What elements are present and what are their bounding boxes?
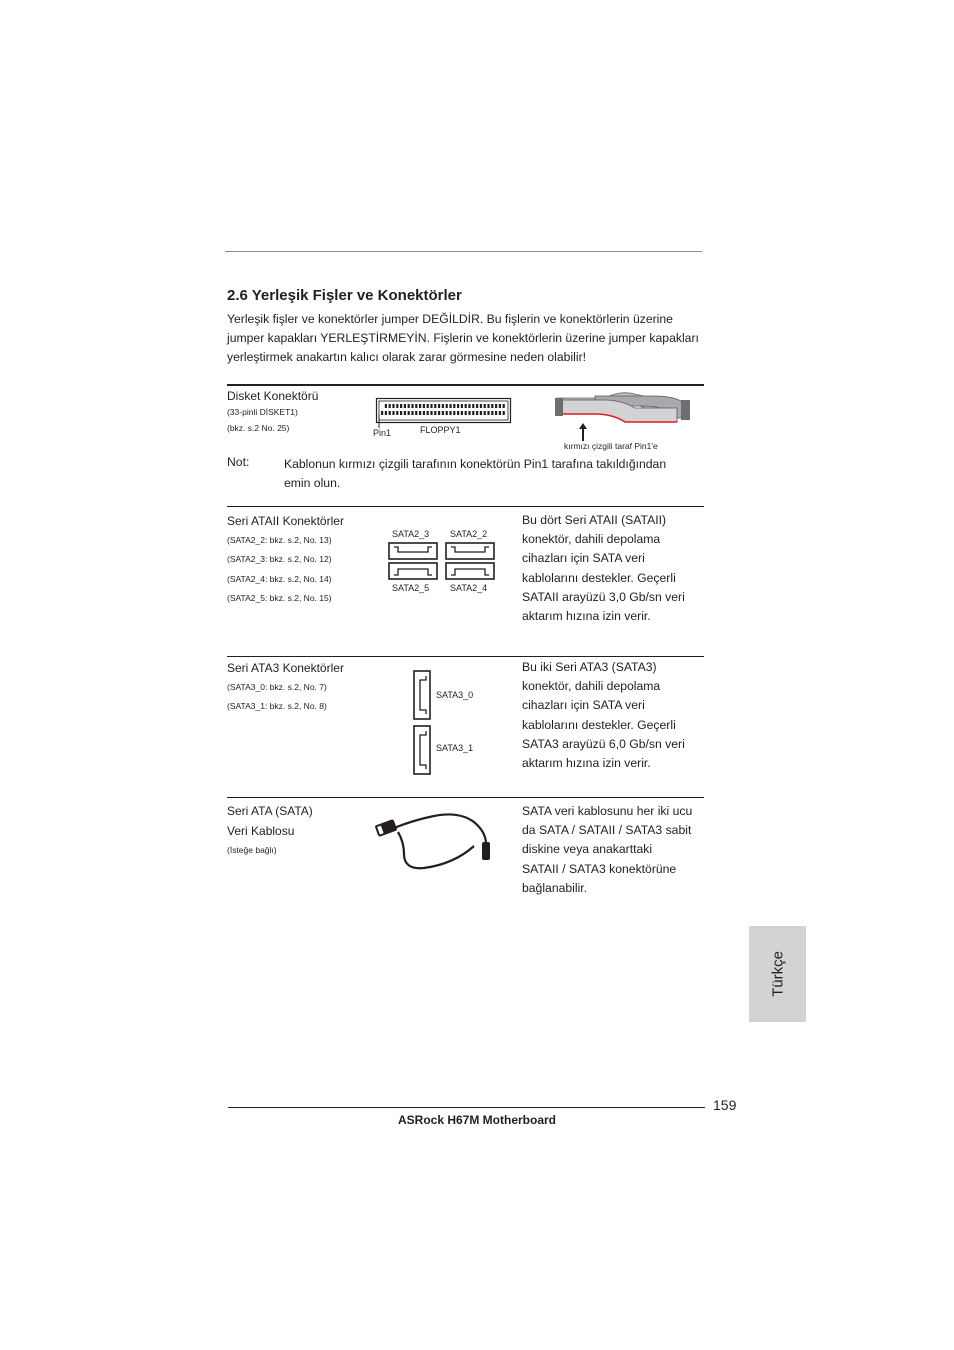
- sata2-description: Bu dört Seri ATAII (SATAII) konektör, dahili depolama cihazları için SATA veri kablolarını destekler. Geçerli SATAII arayüzü 3,0 Gb/sn veri aktarım hızına izin verir.: [522, 513, 685, 624]
- floppy-pin: [411, 404, 413, 408]
- section-heading: 2.6 Yerleşik Fişler ve Konektörler: [227, 287, 462, 304]
- floppy-pin: [465, 404, 467, 408]
- sata3-title: Seri ATA3 Konektörler: [227, 661, 344, 675]
- footer-rule: [228, 1107, 705, 1108]
- floppy-pin: [396, 411, 398, 415]
- floppy-pin: [487, 404, 489, 408]
- floppy-pin: [449, 404, 451, 408]
- floppy-title: Disket Konektörü: [227, 389, 319, 403]
- floppy-pin: [400, 404, 402, 408]
- floppy-pin: [476, 411, 478, 415]
- floppy-pin: [446, 411, 448, 415]
- top-rule: [225, 251, 702, 252]
- sata3-ref-1: (SATA3_0: bkz. s.2, No. 7): [227, 682, 327, 692]
- floppy1-label: FLOPPY1: [420, 425, 461, 435]
- floppy-pin: [461, 404, 463, 408]
- cable-arrow: [578, 423, 588, 441]
- section-rule-sata3: [227, 656, 704, 657]
- floppy-pin: [446, 404, 448, 408]
- floppy-pin: [442, 411, 444, 415]
- sata-cable-image: [374, 812, 494, 874]
- floppy-pin: [427, 404, 429, 408]
- page-number: 159: [713, 1097, 737, 1113]
- cable-sub: (İsteğe bağlı): [227, 845, 277, 855]
- floppy-pin: [430, 404, 432, 408]
- floppy-pin: [499, 411, 501, 415]
- floppy-pin: [491, 404, 493, 408]
- floppy-pin: [484, 404, 486, 408]
- floppy-pin: [503, 411, 505, 415]
- floppy-sub1: (33-pinli DİSKET1): [227, 407, 298, 417]
- sata3-ref-2: (SATA3_1: bkz. s.2, No. 8): [227, 701, 327, 711]
- sata3-description: Bu iki Seri ATA3 (SATA3) konektör, dahili depolama cihazları için SATA veri kablolarını destekler. Geçerli SATA3 arayüzü 6,0 Gb/sn veri aktarım hızına izin verir.: [522, 660, 685, 771]
- floppy-pin: [468, 404, 470, 408]
- cable-title-1: Seri ATA (SATA): [227, 804, 313, 818]
- floppy-pin: [503, 404, 505, 408]
- section-rule-cable: [227, 797, 704, 798]
- sata2-ports-diagram: [388, 542, 498, 582]
- floppy-pin: [495, 411, 497, 415]
- floppy-pin: [389, 404, 391, 408]
- sata2-ref-4: (SATA2_5: bkz. s.2, No. 15): [227, 593, 332, 603]
- sata3-ports-diagram: [413, 670, 433, 780]
- footer-text: ASRock H67M Motherboard: [397, 1113, 557, 1127]
- floppy-pin: [453, 411, 455, 415]
- floppy-pin: [434, 404, 436, 408]
- floppy-pin: [449, 411, 451, 415]
- floppy-pin: [438, 404, 440, 408]
- floppy-pin: [400, 411, 402, 415]
- floppy-pin: [453, 404, 455, 408]
- floppy-pin: [423, 404, 425, 408]
- floppy-pin: [442, 404, 444, 408]
- floppy-pin: [404, 404, 406, 408]
- note-text: Kablonun kırmızı çizgili tarafının konektörün Pin1 tarafına takıldığından emin olun.: [284, 457, 667, 491]
- intro-paragraph: Yerleşik fişler ve konektörler jumper DEĞİLDİR. Bu fişlerin ve konektörlerin üzerine jumper kapakları YERLEŞTİRMEYİN. Fişlerin ve konektörlerin üzerine jumper kapakları yerleştirmek anakartın kalıcı olarak zarar görmesine neden olabilir!: [227, 312, 699, 365]
- floppy-pin: [415, 411, 417, 415]
- cable-caption: kırmızı çizgili taraf Pin1'e: [564, 441, 658, 451]
- sata3-0-label: SATA3_0: [436, 690, 474, 700]
- floppy-pin: [499, 404, 501, 408]
- floppy-pin: [480, 411, 482, 415]
- floppy-pin: [415, 404, 417, 408]
- floppy-pin: [487, 411, 489, 415]
- floppy-pin: [408, 404, 410, 408]
- floppy-pin: [457, 404, 459, 408]
- floppy-pin: [411, 411, 413, 415]
- floppy-pin: [465, 411, 467, 415]
- floppy-pin: [430, 411, 432, 415]
- sata2-ref-3: (SATA2_4: bkz. s.2, No. 14): [227, 574, 332, 584]
- section-rule-sata2: [227, 506, 704, 507]
- floppy-pin: [457, 411, 459, 415]
- floppy-pin: [472, 411, 474, 415]
- sata2-5-label: SATA2_5: [392, 583, 430, 593]
- floppy-cable-image: [555, 392, 690, 432]
- sata3-1-label: SATA3_1: [436, 743, 474, 753]
- sata2-title: Seri ATAII Konektörler: [227, 514, 344, 528]
- cable-title-2: Veri Kablosu: [227, 824, 295, 838]
- floppy-pin: [427, 411, 429, 415]
- floppy-pin: [438, 411, 440, 415]
- sata2-3-label: SATA2_3: [392, 529, 430, 539]
- floppy-pin: [491, 411, 493, 415]
- floppy-pin: [495, 404, 497, 408]
- floppy-pin: [385, 404, 387, 408]
- sata2-ref-2: (SATA2_3: bkz. s.2, No. 12): [227, 554, 332, 564]
- floppy-pin: [472, 404, 474, 408]
- floppy-pin: [484, 411, 486, 415]
- floppy-pin: [404, 411, 406, 415]
- floppy-pin: [392, 404, 394, 408]
- floppy-pin: [468, 411, 470, 415]
- floppy-pin: [419, 404, 421, 408]
- floppy-pin: [389, 411, 391, 415]
- sata2-4-label: SATA2_4: [450, 583, 488, 593]
- section-rule-floppy: [227, 384, 704, 386]
- language-tab: [749, 926, 806, 1022]
- floppy-pin: [408, 411, 410, 415]
- note-label: Not:: [227, 455, 250, 469]
- floppy-pin: [423, 411, 425, 415]
- pin1-label: Pin1: [373, 428, 392, 438]
- language-tab-label: Türkçe: [769, 951, 786, 997]
- sata2-ref-1: (SATA2_2: bkz. s.2, No. 13): [227, 535, 332, 545]
- floppy-sub2: (bkz. s.2 No. 25): [227, 423, 290, 433]
- floppy-pin: [392, 411, 394, 415]
- floppy-pin: [461, 411, 463, 415]
- floppy-header-diagram: [376, 398, 512, 424]
- sata2-2-label: SATA2_2: [450, 529, 488, 539]
- floppy-pin: [480, 404, 482, 408]
- cable-description: SATA veri kablosunu her iki ucu da SATA / SATAII / SATA3 sabit diskine veya anakarttaki SATAII / SATA3 konektörüne bağlanabilir.: [522, 804, 693, 895]
- floppy-pin: [434, 411, 436, 415]
- floppy-pin: [396, 404, 398, 408]
- floppy-pin: [476, 404, 478, 408]
- floppy-pin: [419, 411, 421, 415]
